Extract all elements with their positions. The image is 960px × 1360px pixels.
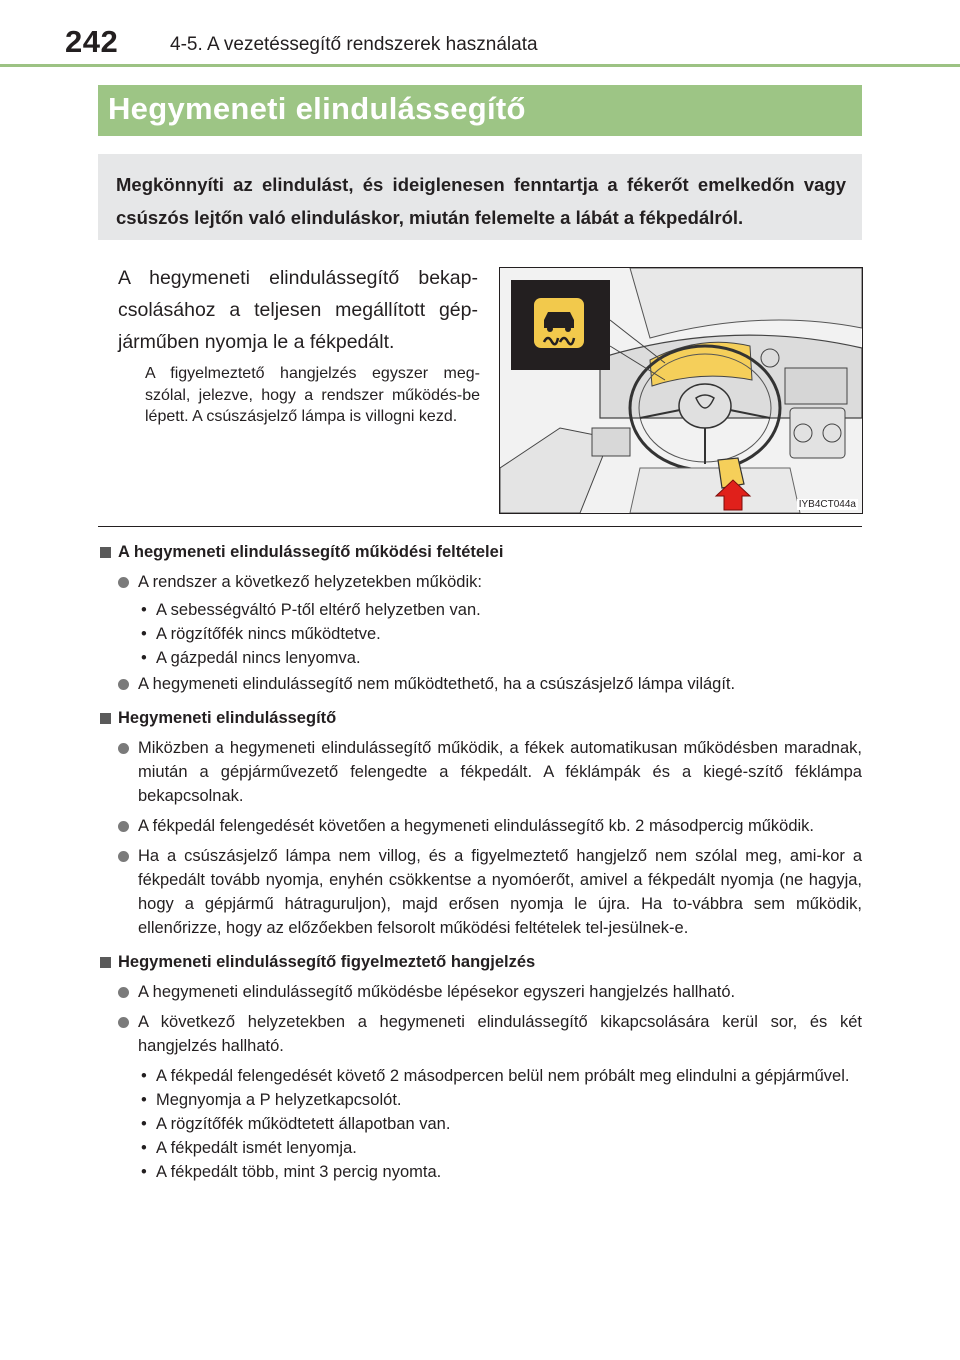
section-divider bbox=[98, 526, 862, 527]
sub-item: • A gázpedál nincs lenyomva. bbox=[141, 649, 361, 667]
bullet-item: A következő helyzetekben a hegymeneti elindulássegítő kikapcsolására kerül sor, és két hangjelzés hallható. bbox=[98, 1010, 862, 1058]
square-bullet-icon bbox=[100, 547, 111, 558]
square-bullet-icon bbox=[100, 713, 111, 724]
section-heading: Hegymeneti elindulássegítő figyelmeztető hangjelzés bbox=[98, 950, 862, 974]
bullet-item: A fékpedál felengedését követően a hegymeneti elindulássegítő kb. 2 másodpercig működik. bbox=[98, 814, 862, 838]
slip-indicator-icon bbox=[534, 298, 584, 348]
round-bullet-icon bbox=[118, 679, 129, 690]
intro-text: Megkönnyíti az elindulást, és ideiglenesen fenntartja a fékerőt emelkedőn vagy csúszós lejtőn való elinduláskor, miután felemelte a lábát a fékpedálról. bbox=[116, 174, 846, 228]
section-heading: A hegymeneti elindulássegítő működési feltételei bbox=[98, 540, 862, 564]
round-bullet-icon bbox=[118, 577, 129, 588]
section-heading: Hegymeneti elindulássegítő bbox=[98, 706, 862, 730]
bullet-item: Miközben a hegymeneti elindulássegítő működik, a fékek automatikusan működésben maradnak, miután a gépjárművezető felengedte a fékpedált. A féklámpák és a kiegé-szítő féklámpa bekapcsolnak. bbox=[98, 736, 862, 808]
sub-item: • A sebességváltó P-től eltérő helyzetben van. bbox=[141, 601, 481, 619]
sub-item: • Megnyomja a P helyzetkapcsolót. bbox=[141, 1091, 402, 1109]
sub-item: • A rögzítőfék működtetett állapotban van. bbox=[141, 1115, 451, 1133]
round-bullet-icon bbox=[118, 987, 129, 998]
bullet-item: Ha a csúszásjelző lámpa nem villog, és a figyelmeztető hangjelző nem szólal meg, ami-kor a fékpedált tovább nyomja, enyhén csökkentse a nyomóerőt, amivel a fékpedált nyomja (ne hagyja, hogy a gépjármű hátraguruljon), majd erősen nyomja le újra. Ha to-vábbra sem működik, ellenőrizze, hogy az előzőekben felsorolt működési feltételek tel-jesülnek-e. bbox=[98, 844, 862, 940]
round-bullet-icon bbox=[118, 743, 129, 754]
page-header bbox=[0, 0, 960, 66]
section-title: Hegymeneti elindulássegítő bbox=[108, 91, 526, 126]
sub-item: • A fékpedált ismét lenyomja. bbox=[141, 1139, 357, 1157]
bullet-item: A hegymeneti elindulássegítő nem működtethető, ha a csúszásjelző lámpa világít. bbox=[98, 672, 862, 696]
bullet-item: A hegymeneti elindulássegítő működésbe lépésekor egyszeri hangjelzés hallható. bbox=[98, 980, 862, 1004]
section-title-bar bbox=[98, 85, 862, 136]
sub-item: • A fékpedált több, mint 3 percig nyomta. bbox=[141, 1163, 442, 1181]
bullet-item: A rendszer a következő helyzetekben működik: bbox=[98, 570, 862, 594]
round-bullet-icon bbox=[118, 1017, 129, 1028]
chapter-title: 4-5. A vezetéssegítő rendszerek használata bbox=[170, 34, 538, 55]
dashboard-illustration bbox=[499, 267, 863, 514]
sub-item: • A rögzítőfék nincs működtetve. bbox=[141, 625, 381, 643]
square-bullet-icon bbox=[100, 957, 111, 968]
step-instruction: A hegymeneti elindulássegítő bekap-csolásához a teljesen megállított gép-járműben nyomja le a fékpedált. bbox=[118, 267, 478, 353]
figure-code: IYB4CT044a bbox=[798, 499, 856, 510]
page-number: 242 bbox=[65, 24, 119, 59]
sub-item: • A fékpedál felengedését követő 2 másodpercen belül nem próbált meg elindulni a gépjárművel. bbox=[141, 1067, 850, 1085]
round-bullet-icon bbox=[118, 821, 129, 832]
content bbox=[98, 540, 862, 1184]
round-bullet-icon bbox=[118, 851, 129, 862]
header-divider bbox=[0, 64, 960, 67]
step-note: A figyelmeztető hangjelzés egyszer meg-szólal, jelezve, hogy a rendszer működés-be lépett. A csúszásjelző lámpa is villogni kezd. bbox=[145, 365, 480, 425]
intro-box bbox=[98, 154, 862, 240]
